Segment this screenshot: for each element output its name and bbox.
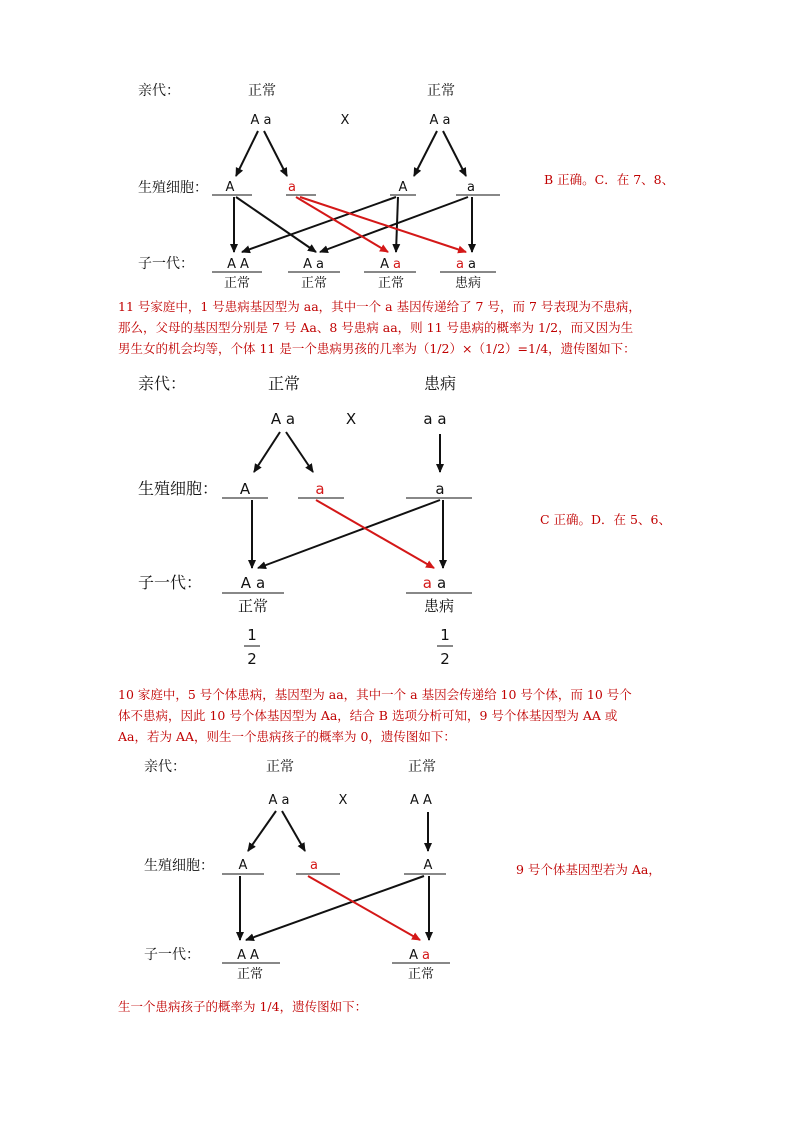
diagram-3 (144, 758, 450, 982)
offspring-allele: A (227, 257, 236, 272)
paragraph-line: 11 号家庭中，1 号患病基因型为 aa，其中一个 a 基因传递给了 7 号，而 7 号表现为不患病， (118, 299, 641, 314)
parent-2-genotype: a a (423, 410, 447, 428)
gamete-a: a (310, 858, 318, 873)
paragraph-line: Aa，若为 AA，则生一个患病孩子的概率为 0，遗传图如下： (118, 729, 456, 744)
offspring-phenotype: 正常 (377, 276, 405, 291)
gamete-a: a (435, 480, 445, 498)
offspring-allele: a (437, 574, 447, 592)
offspring-allele: a (256, 574, 266, 592)
gamete-label: 生殖细胞： (138, 479, 219, 498)
offspring-allele: A (380, 257, 389, 272)
parent-label: 亲代： (138, 374, 187, 393)
offspring-phenotype: 正常 (407, 967, 435, 982)
offspring-phenotype: 正常 (237, 597, 269, 615)
offspring-allele: A (237, 948, 246, 963)
offspring-allele: a (316, 257, 324, 272)
paragraph-line: 男生女的机会均等，个体 11 是一个患病男孩的几率为（1/2）×（1/2）=1/4，遗传图如下： (118, 341, 636, 356)
offspring-phenotype: 正常 (236, 967, 264, 982)
parent-2-genotype: A A (410, 793, 432, 808)
fraction-denominator: 2 (247, 650, 257, 668)
cross-symbol: X (345, 410, 357, 428)
gamete-a: a (315, 480, 325, 498)
gamete-A: A (225, 180, 235, 195)
offspring-allele: a (456, 257, 464, 272)
gamete-label: 生殖细胞： (144, 858, 214, 874)
offspring-allele: a (422, 574, 432, 592)
fraction-numerator: 1 (247, 626, 257, 644)
parent-1-genotype: A a (268, 793, 290, 808)
parent-2-phenotype: 正常 (427, 83, 455, 99)
fraction-denominator: 2 (440, 650, 450, 668)
side-note-c-correct: C 正确。D．在 5、6、 (540, 512, 671, 527)
paragraph-family-10 (118, 684, 690, 747)
gamete-A: A (398, 180, 408, 195)
parent-1-genotype: A a (250, 113, 272, 128)
diagram-1 (138, 82, 500, 291)
offspring-phenotype: 患病 (454, 276, 482, 291)
gamete-A: A (423, 858, 433, 873)
offspring-allele: A (250, 948, 259, 963)
fraction-half (437, 626, 453, 668)
side-note-b-correct: B 正确。C．在 7、8、 (544, 172, 675, 187)
gamete-a: a (288, 180, 296, 195)
diagram-2 (138, 374, 472, 668)
parent-1-phenotype: 正常 (248, 83, 276, 99)
parent-2-genotype: A a (429, 113, 451, 128)
parent-1-genotype: A a (270, 410, 296, 428)
offspring-allele: A (409, 948, 418, 963)
cross-symbol: X (340, 113, 350, 128)
parent-label: 亲代： (138, 83, 180, 99)
parent-label: 亲代： (144, 759, 186, 775)
parent-2-phenotype: 患病 (423, 374, 457, 393)
gamete-a: a (467, 180, 475, 195)
offspring-allele: a (393, 257, 401, 272)
offspring-label: 子一代： (144, 947, 200, 963)
gamete-label: 生殖细胞： (138, 180, 208, 196)
offspring-allele: A (303, 257, 312, 272)
paragraph-line: 10 家庭中，5 号个体患病，基因型为 aa，其中一个 a 基因会传递给 10 号个体，而 10 号个 (118, 687, 632, 702)
offspring-label: 子一代： (138, 256, 194, 272)
offspring-allele: A (240, 257, 249, 272)
paragraph-line: 那么，父母的基因型分别是 7 号 Aa、8 号患病 aa，则 11 号患病的概率为 1/2，而又因为生 (118, 320, 634, 335)
parent-2-phenotype: 正常 (408, 759, 436, 775)
offspring-phenotype: 患病 (423, 597, 455, 615)
paragraph-family-11 (118, 296, 690, 359)
side-note-nine-aa: 9 号个体基因型若为 Aa， (516, 862, 661, 877)
gamete-A: A (238, 858, 248, 873)
offspring-allele: a (422, 948, 430, 963)
fraction-half (244, 626, 260, 668)
cross-symbol: X (338, 793, 348, 808)
paragraph-probability (118, 996, 690, 1017)
offspring-label: 子一代： (138, 573, 203, 592)
gamete-A: A (239, 480, 251, 498)
parent-1-phenotype: 正常 (267, 374, 301, 393)
offspring-phenotype: 正常 (300, 276, 328, 291)
offspring-allele: A (240, 574, 251, 592)
offspring-allele: a (468, 257, 476, 272)
fraction-numerator: 1 (440, 626, 450, 644)
paragraph-line: 生一个患病孩子的概率为 1/4，遗传图如下： (118, 999, 368, 1014)
paragraph-line: 体不患病，因此 10 号个体基因型为 Aa，结合 B 选项分析可知，9 号个体基因型为 AA 或 (118, 708, 618, 723)
parent-1-phenotype: 正常 (266, 759, 294, 775)
offspring-phenotype: 正常 (223, 276, 251, 291)
